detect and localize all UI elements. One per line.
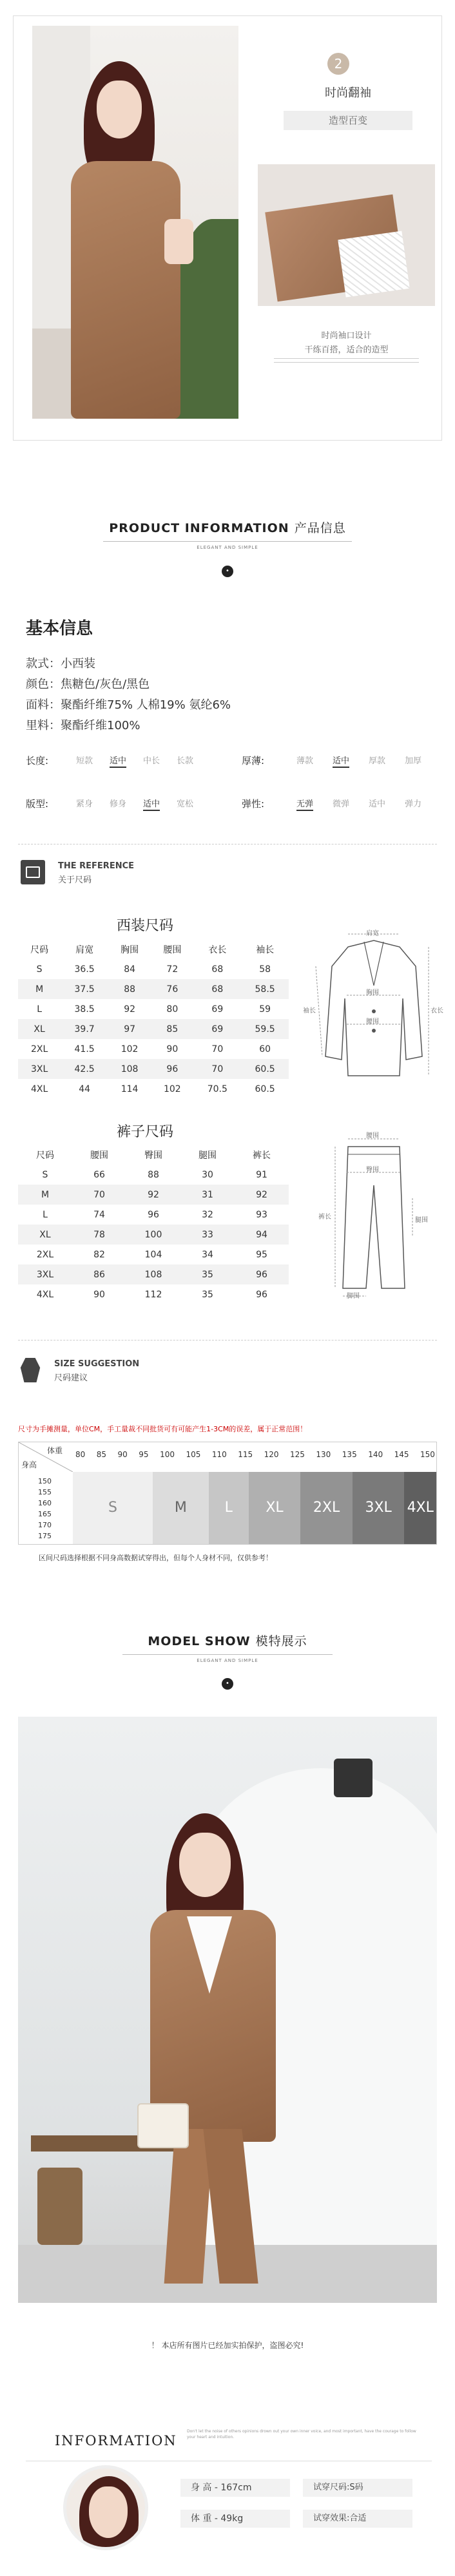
scale-option: 长款 [177, 756, 194, 766]
section-dot-icon: • [222, 1678, 233, 1690]
table-header: 腿围 [180, 1145, 235, 1165]
scale-option: 厚款 [369, 756, 386, 766]
table-header: 腰围 [151, 939, 193, 959]
scale-thickness-label: 厚薄: [242, 755, 265, 767]
scale-fit-label: 版型: [26, 798, 49, 810]
table-header: 胸围 [108, 939, 151, 959]
info-weight: 体 重 - 49kg [180, 2510, 290, 2528]
size-grid [18, 1442, 437, 1545]
scale-option-selected: 适中 [110, 754, 126, 766]
height-column: 150 155 160 165 170 175 [38, 1477, 52, 1540]
info-small-text: Don't let the noise of others opinions drown out your own inner voice, and most important, have the courage to follow your heart and intuition. [187, 2429, 416, 2439]
table-row: 2XL 41.5 102 90 70 60 [30, 1044, 271, 1054]
grid-corner: 体重 身高 [19, 1442, 73, 1472]
scale-option-selected: 适中 [333, 754, 349, 766]
model-show-sub: ELEGANT AND SIMPLE [197, 1658, 258, 1663]
scale-option: 薄款 [296, 756, 314, 766]
reference-title-cn: 关于尺码 [58, 875, 92, 885]
scale-length-label: 长度: [26, 755, 49, 767]
pants-size-title: 裤子尺码 [116, 1124, 173, 1140]
table-header: 袖长 [241, 939, 289, 959]
reference-title-en: THE REFERENCE [58, 861, 134, 871]
info-size-tried: 试穿尺码:S码 [303, 2479, 412, 2497]
detail-subtitle: 造型百变 [284, 111, 412, 130]
info-row: 颜色：焦糖色/灰色/黑色 [26, 678, 150, 691]
product-info-sub: ELEGANT AND SIMPLE [197, 545, 258, 550]
table-header: 腰围 [72, 1145, 126, 1165]
size-band: S [73, 1472, 153, 1544]
scale-option: 加厚 [405, 756, 422, 766]
size-note: 尺寸为手摊测量，单位CM，手工量裁不同批货可有可能产生1-3CM的误差，属于正常范围！ [18, 1425, 307, 1433]
info-row: 面料：聚酯纤维75% 人棉19% 氨纶6% [26, 698, 231, 712]
table-row: 3XL 42.5 108 96 70 60.5 [18, 1059, 289, 1079]
table-row: M 70 92 31 92 [18, 1185, 289, 1205]
divider [103, 541, 352, 542]
cuff-caption-line [274, 362, 419, 363]
cuff-detail-photo [258, 164, 435, 306]
size-bands [73, 1472, 436, 1544]
suit-size-title: 西装尺码 [116, 918, 173, 934]
table-row: 4XL 44 114 102 70.5 60.5 [30, 1083, 275, 1094]
photo-notice: ！ 本店所有图片已经加实拍保护，盗图必究! [151, 2341, 304, 2350]
info-title: INFORMATION [55, 2433, 177, 2448]
pants-diagram: 腰围 臀围 裤长 腿围 脚围 [309, 1134, 438, 1301]
table-row: 3XL 86 108 35 96 [18, 1264, 289, 1284]
info-height: 身 高 - 167cm [180, 2479, 290, 2497]
model-photo-main [18, 1717, 437, 2303]
table-row: 4XL 90 112 35 96 [36, 1289, 267, 1300]
scale-option: 紧身 [76, 799, 93, 809]
jacket-outline-icon [303, 928, 445, 1095]
scale-option: 中长 [143, 756, 160, 766]
scale-option: 适中 [369, 799, 386, 809]
table-header: 尺码 [18, 1145, 72, 1165]
jacket-diagram: 肩宽 胸围 腰围 衣长 袖长 [303, 928, 445, 1095]
suit-size-table [18, 939, 289, 1099]
product-info-title: PRODUCT INFORMATION 产品信息 [109, 521, 346, 535]
scale-elasticity-label: 弹性: [242, 798, 265, 810]
scale-option-selected: 无弹 [296, 797, 313, 809]
table-row: S 36.5 84 72 68 58 [36, 964, 271, 975]
body-icon [18, 1358, 43, 1382]
size-band: L [209, 1472, 249, 1544]
table-header: 臀围 [126, 1145, 180, 1165]
cuff-caption-line [274, 358, 419, 359]
weight-header: 80 85 90 95 100 105 110 115 120 125 130 135 140 145 150 [75, 1450, 435, 1459]
basic-info-list [26, 654, 231, 736]
table-row: M 37.5 88 76 68 58.5 [18, 979, 289, 999]
table-header: 衣长 [193, 939, 241, 959]
model-photo-detail [32, 26, 238, 419]
cuff-caption-1: 时尚袖口设计 [321, 331, 372, 341]
table-row: XL 39.7 97 85 69 59.5 [18, 1019, 289, 1039]
size-suggestion-title-en: SIZE SUGGESTION [54, 1359, 140, 1369]
scale-option-selected: 适中 [143, 797, 160, 809]
table-row: S 66 88 30 91 [42, 1169, 267, 1180]
table-row: XL 78 100 33 94 [18, 1225, 289, 1245]
ruler-icon [21, 860, 45, 884]
table-header: 尺码 [18, 939, 61, 959]
scale-option: 修身 [110, 799, 127, 809]
size-band: 3XL [353, 1472, 405, 1544]
table-row: 2XL 82 104 34 95 [36, 1249, 267, 1260]
model-show-title: MODEL SHOW 模特展示 [148, 1634, 307, 1648]
info-row: 里料：聚酯纤维100% [26, 719, 140, 732]
scale-option: 宽松 [177, 799, 194, 809]
info-row: 款式：小西装 [26, 657, 95, 671]
scale-option: 弹力 [405, 799, 422, 809]
size-band: 2XL [300, 1472, 353, 1544]
divider [122, 1654, 333, 1655]
detail-title: 时尚翻袖 [325, 86, 371, 100]
section-dot-icon: • [222, 566, 233, 577]
table-header: 裤长 [235, 1145, 289, 1165]
size-band: 4XL [404, 1472, 436, 1544]
size-footnote: 区间尺码选择根据不同身高数据试穿得出，但每个人身材不同，仅供参考！ [39, 1554, 273, 1562]
table-row: L 38.5 92 80 69 59 [37, 1004, 271, 1015]
basic-info-title: 基本信息 [26, 619, 93, 638]
cuff-caption-2: 干练百搭，适合的造型 [304, 345, 389, 355]
detail-number: 2 [327, 53, 349, 75]
scale-option: 微弹 [333, 799, 350, 809]
size-suggestion-title-cn: 尺码建议 [54, 1373, 88, 1383]
table-header: 肩宽 [61, 939, 108, 959]
table-row: L 74 96 32 93 [43, 1209, 267, 1220]
size-band: M [153, 1472, 209, 1544]
info-effect: 试穿效果:合适 [303, 2510, 412, 2528]
size-band: XL [249, 1472, 301, 1544]
scale-option: 短款 [76, 756, 93, 766]
pants-size-table [18, 1145, 289, 1304]
avatar [63, 2465, 148, 2550]
